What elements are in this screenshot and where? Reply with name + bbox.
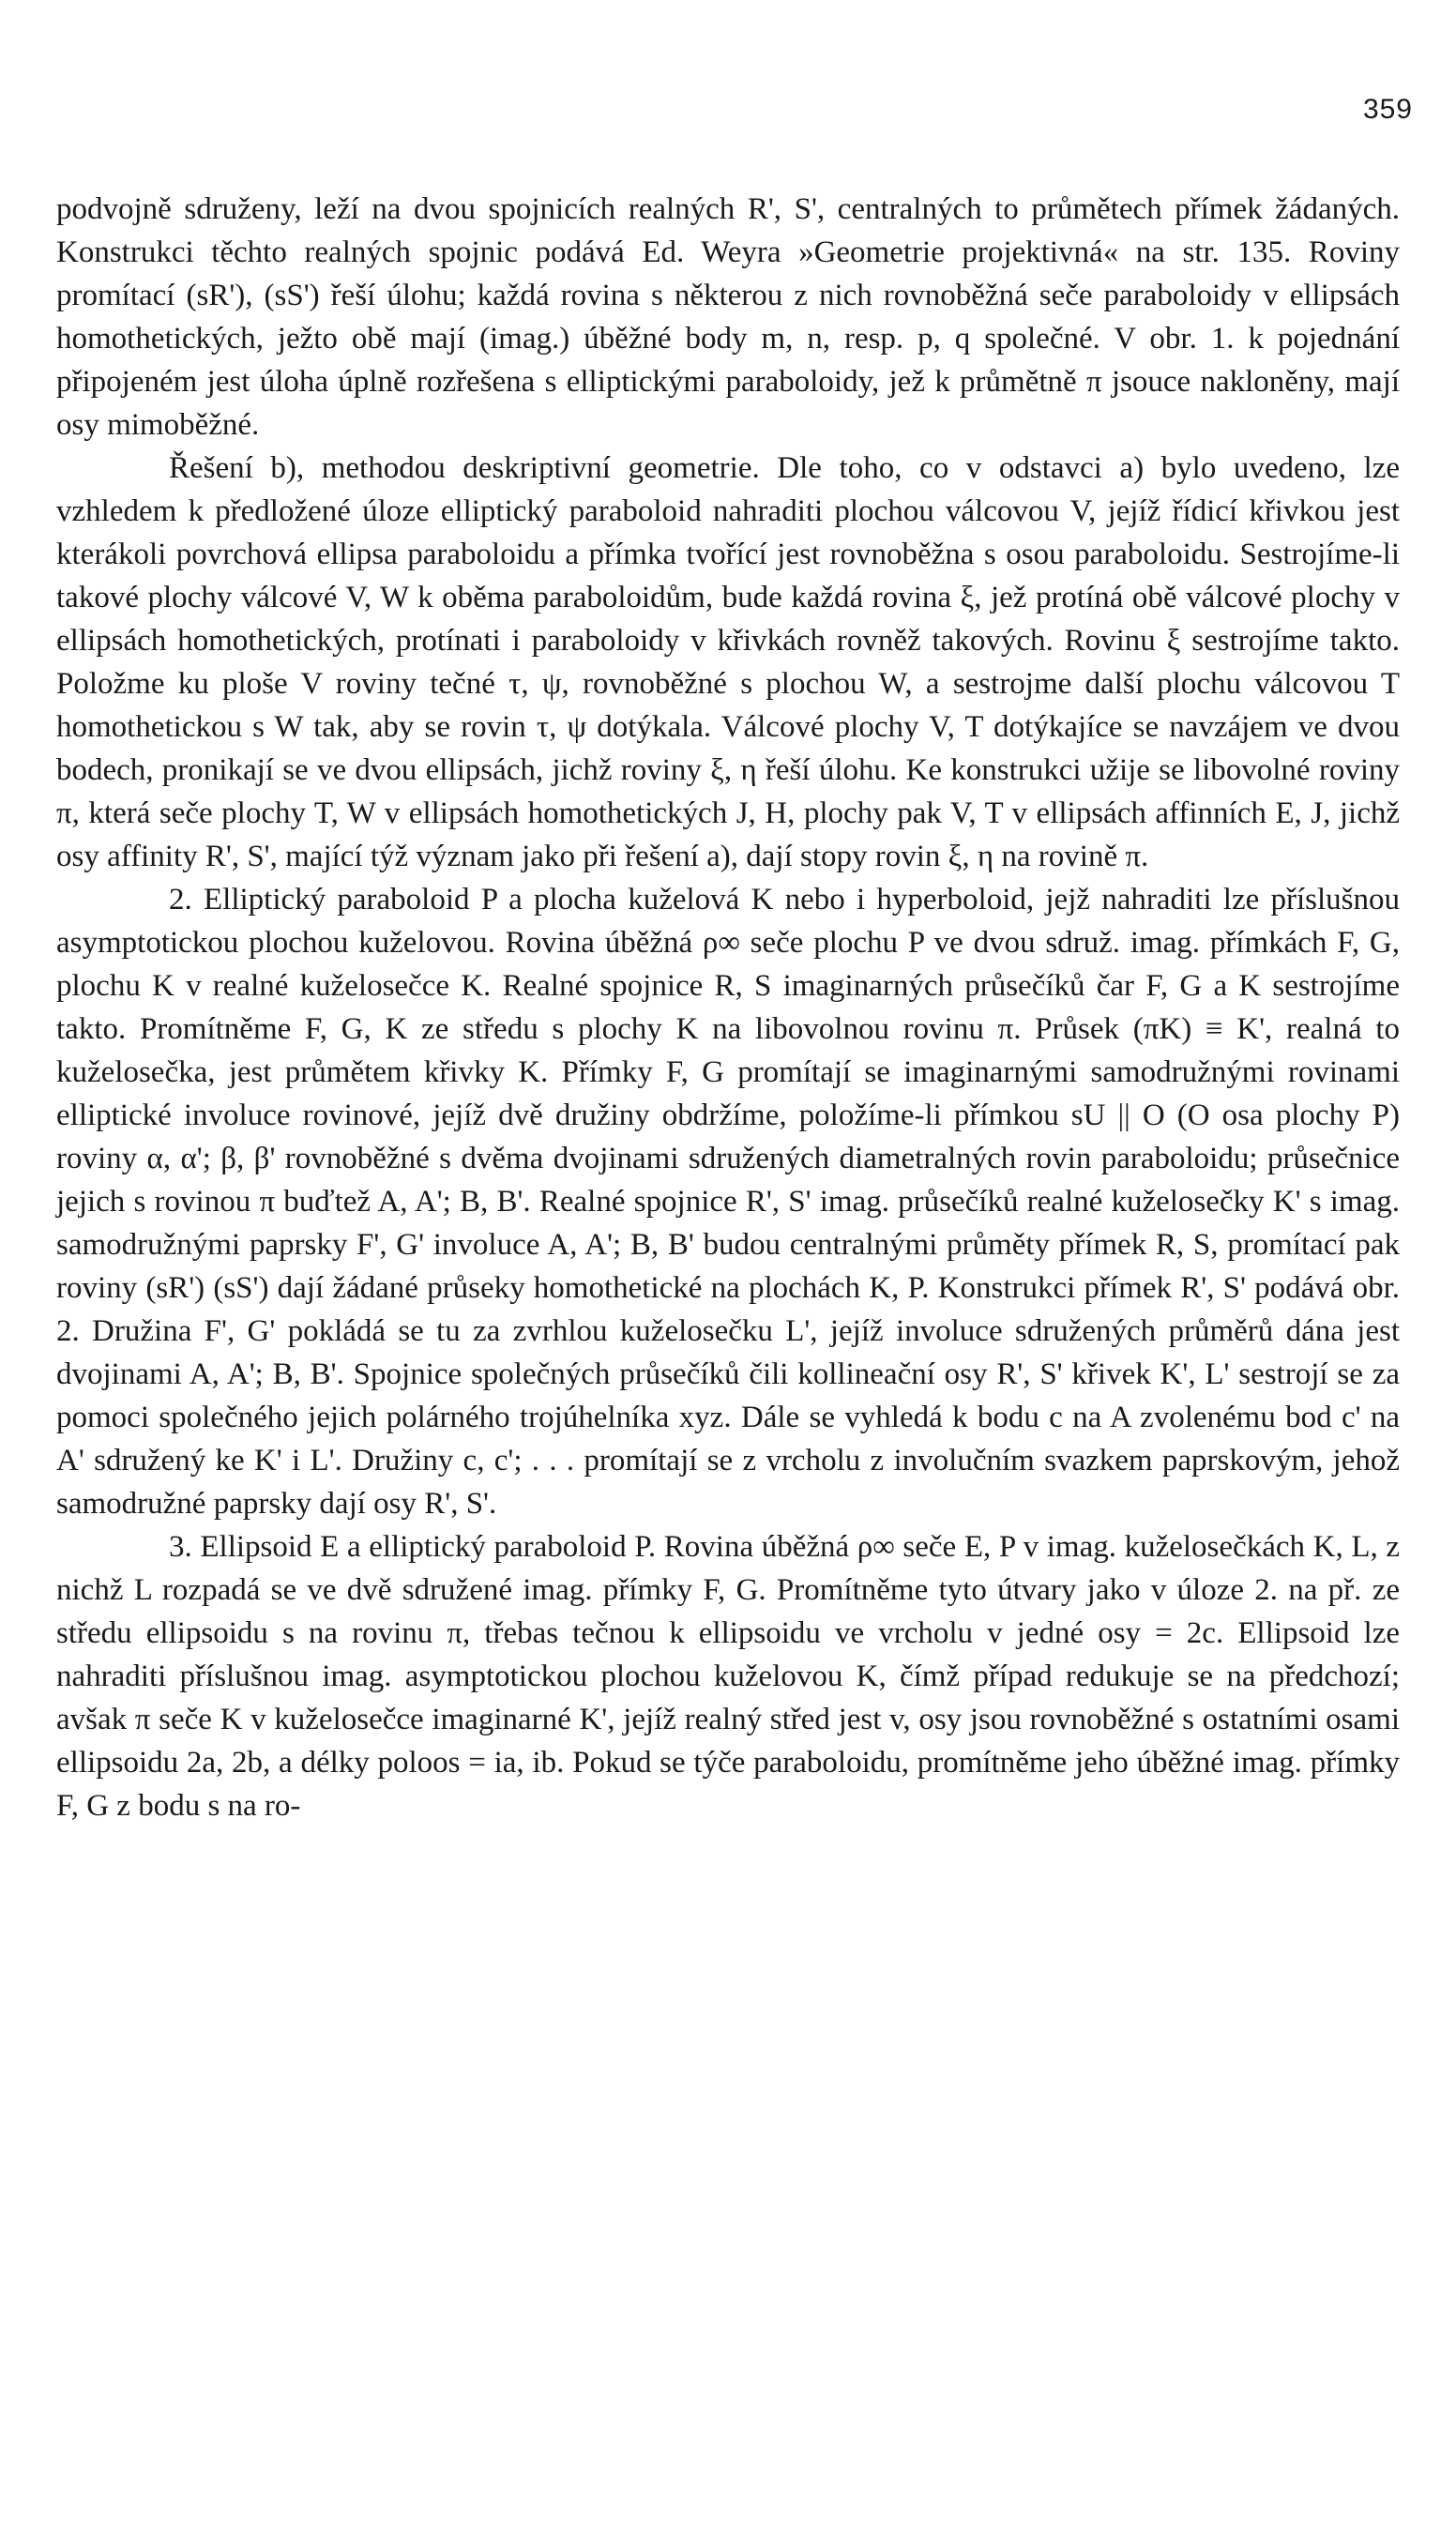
paragraph-1: podvojně sdruženy, leží na dvou spojnicích realných R', S', centralných to průmětech přímek žádaných. Konstrukci těchto realných spojnic podává Ed. Weyra »Geometrie projektivná« na str. 135. Roviny promítací (sR'), (sS') řeší úlohu; každá rovina s některou z nich rovnoběžná seče paraboloidy v ellipsách homothetických, ježto obě mají (imag.) úběžné body m, n, resp. p, q společné. V obr. 1. k pojednání připojeném jest úloha úplně rozřešena s elliptickými paraboloidy, jež k průmětně π jsouce nakloněny, mají osy mimoběžné. [56,192,1400,442]
page-number: 359 [1362,94,1413,125]
text-block [56,188,1400,1827]
paragraph-4: 3. Ellipsoid E a elliptický paraboloid P. Rovina úběžná ρ∞ seče E, P v imag. kuželosečkách K, L, z nichž L rozpadá se ve dvě sdružené imag. přímky F, G. Promítněme tyto útvary jako v úloze 2. na př. ze středu ellipsoidu s na rovinu π, třebas tečnou k ellipsoidu ve vrcholu v jedné osy = 2c. Ellipsoid lze nahraditi příslušnou imag. asymptotickou plochou kuželovou K, čímž případ redukuje se na předchozí; avšak π seče K v kuželosečce imaginarné K', jejíž realný střed jest v, osy jsou rovnoběžné s ostatními osami ellipsoidu 2a, 2b, a délky poloos = ia, ib. Pokud se týče paraboloidu, promítněme jeho úběžné imag. přímky F, G z bodu s na ro- [56,1530,1400,1823]
paragraph-3: 2. Elliptický paraboloid P a plocha kuželová K nebo i hyperboloid, jejž nahraditi lze příslušnou asymptotickou plochou kuželovou. Rovina úběžná ρ∞ seče plochu P ve dvou sdruž. imag. přímkách F, G, plochu K v realné kuželosečce K. Realné spojnice R, S imaginarných průsečíků čar F, G a K sestrojíme takto. Promítněme F, G, K ze středu s plochy K na libovolnou rovinu π. Průsek (πK) ≡ K', realná to kuželosečka, jest průmětem křivky K. Přímky F, G promítají se imaginarnými samodružnými rovinami elliptické involuce rovinové, jejíž dvě družiny obdržíme, položíme-li přímkou sU || O (O osa plochy P) roviny α, α'; β, β' rovnoběžné s dvěma dvojinami sdružených diametralných rovin paraboloidu; průsečnice jejich s rovinou π buďtež A, A'; B, B'. Realné spojnice R', S' imag. průsečíků realné kuželosečky K' s imag. samodružnými paprsky F', G' involuce A, A'; B, B' budou centralnými průměty přímek R, S, promítací pak roviny (sR') (sS') dají žádané průseky homothetické na plochách K, P. Konstrukci přímek R', S' podává obr. 2. Družina F', G' pokládá se tu za zvrhlou kuželosečku L', jejíž involuce sdružených průměrů dána jest dvojinami A, A'; B, B'. Spojnice společných průsečíků čili kollineační osy R', S' křivek K', L' sestrojí se za pomoci společného jejich polárného trojúhelníka xyz. Dále se vyhledá k bodu c na A zvolenému bod c' na A' sdružený ke K' i L'. Družiny c, c'; . . . promítají se z vrcholu z involučním svazkem paprskovým, jehož samodružné paprsky dají osy R', S'. [56,883,1400,1521]
paragraph-2: Řešení b), methodou deskriptivní geometrie. Dle toho, co v odstavci a) bylo uvedeno, lze vzhledem k předložené úloze elliptický paraboloid nahraditi plochou válcovou V, jejíž řídicí křivkou jest kterákoli povrchová ellipsa paraboloidu a přímka tvořící jest rovnoběžna s osou paraboloidu. Sestrojíme-li takové plochy válcové V, W k oběma paraboloidům, bude každá rovina ξ, jež protíná obě válcové plochy v ellipsách homothetických, protínati i paraboloidy v křivkách rovněž takových. Rovinu ξ sestrojíme takto. Položme ku ploše V roviny tečné τ, ψ, rovnoběžné s plochou W, a sestrojme další plochu válcovou T homothetickou s W tak, aby se rovin τ, ψ dotýkala. Válcové plochy V, T dotýkajíce se navzájem ve dvou bodech, pronikají se ve dvou ellipsách, jichž roviny ξ, η řeší úlohu. Ke konstrukci užije se libovolné roviny π, která seče plochy T, W v ellipsách homothetických J, H, plochy pak V, T v ellipsách affinních E, J, jichž osy affinity R', S', mající týž význam jako při řešení a), dají stopy rovin ξ, η na rovině π. [56,451,1400,873]
